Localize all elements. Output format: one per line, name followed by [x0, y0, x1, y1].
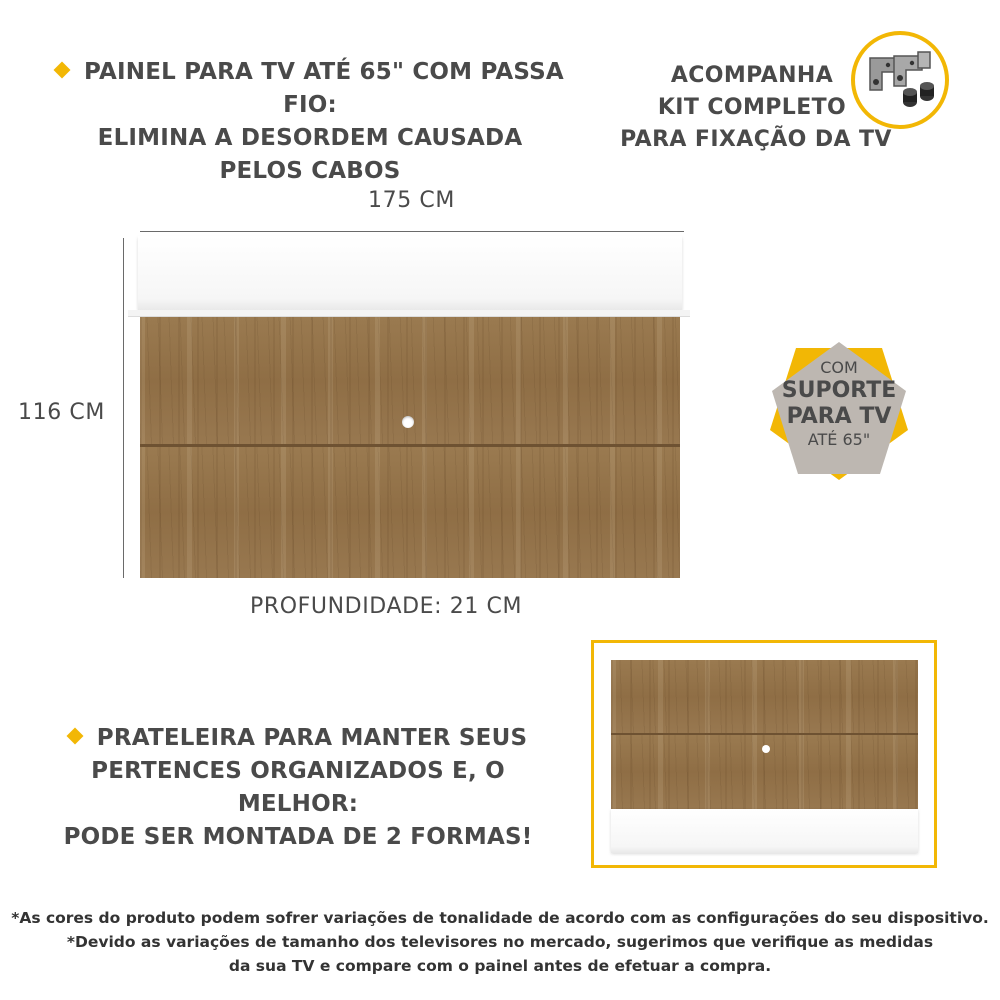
shelf-edge	[128, 310, 690, 317]
disclaimer-line-1: *As cores do produto podem sofrer variações de tonalidade de acordo com as configurações do seu dispositivo.	[11, 909, 989, 927]
badge-line-ate-65: ATÉ 65"	[807, 430, 871, 449]
diamond-bullet-icon	[54, 62, 71, 79]
disclaimer-line-2: *Devido as variações de tamanho dos televisores no mercado, sugerimos que verifique as medidas	[66, 933, 934, 951]
support-badge-text	[764, 358, 914, 450]
wall-bracket-kit-icon	[848, 28, 952, 132]
alt-bottom-shelf	[611, 809, 918, 853]
feature-cable-line-1: PAINEL PARA TV ATÉ 65" COM PASSA FIO:	[30, 56, 590, 122]
feature-cable-line-3: PELOS CABOS	[219, 158, 401, 184]
diamond-bullet-icon	[66, 728, 83, 745]
disclaimer	[0, 906, 1000, 978]
kit-line-3: PARA FIXAÇÃO DA TV	[620, 127, 892, 152]
kit-line-2: KIT COMPLETO	[657, 95, 847, 120]
kit-line-1: ACOMPANHA	[670, 63, 834, 88]
alt-wood-panel-upper	[611, 660, 918, 734]
wood-panel-lower	[140, 447, 680, 578]
disclaimer-line-3: da sua TV e compare com o painel antes de efetuar a compra.	[228, 957, 772, 975]
alt-cable-pass-hole	[762, 745, 770, 753]
dimension-width: 175 CM	[368, 188, 455, 213]
badge-line-com: COM	[820, 358, 858, 377]
cable-pass-hole	[402, 416, 414, 428]
feature-shelf-line-3: PODE SER MONTADA DE 2 FORMAS!	[63, 824, 533, 850]
badge-line-suporte: SUPORTE	[781, 378, 897, 403]
feature-cable-management	[30, 56, 590, 188]
alt-mount-frame	[591, 640, 937, 868]
badge-line-para-tv: PARA TV	[786, 404, 892, 429]
feature-shelf-line-1: PRATELEIRA PARA MANTER SEUS	[28, 722, 568, 755]
height-dimension-line	[123, 238, 124, 578]
dimension-height: 116 CM	[18, 400, 105, 425]
width-dimension-line	[140, 231, 684, 232]
dimension-depth: PROFUNDIDADE: 21 CM	[250, 594, 523, 619]
top-shelf	[138, 236, 682, 310]
feature-cable-line-2: ELIMINA A DESORDEM CAUSADA	[97, 125, 523, 151]
feature-shelf-line-2: PERTENCES ORGANIZADOS E, O MELHOR:	[91, 758, 505, 817]
feature-shelf	[28, 722, 568, 854]
tv-panel-product	[128, 236, 690, 580]
